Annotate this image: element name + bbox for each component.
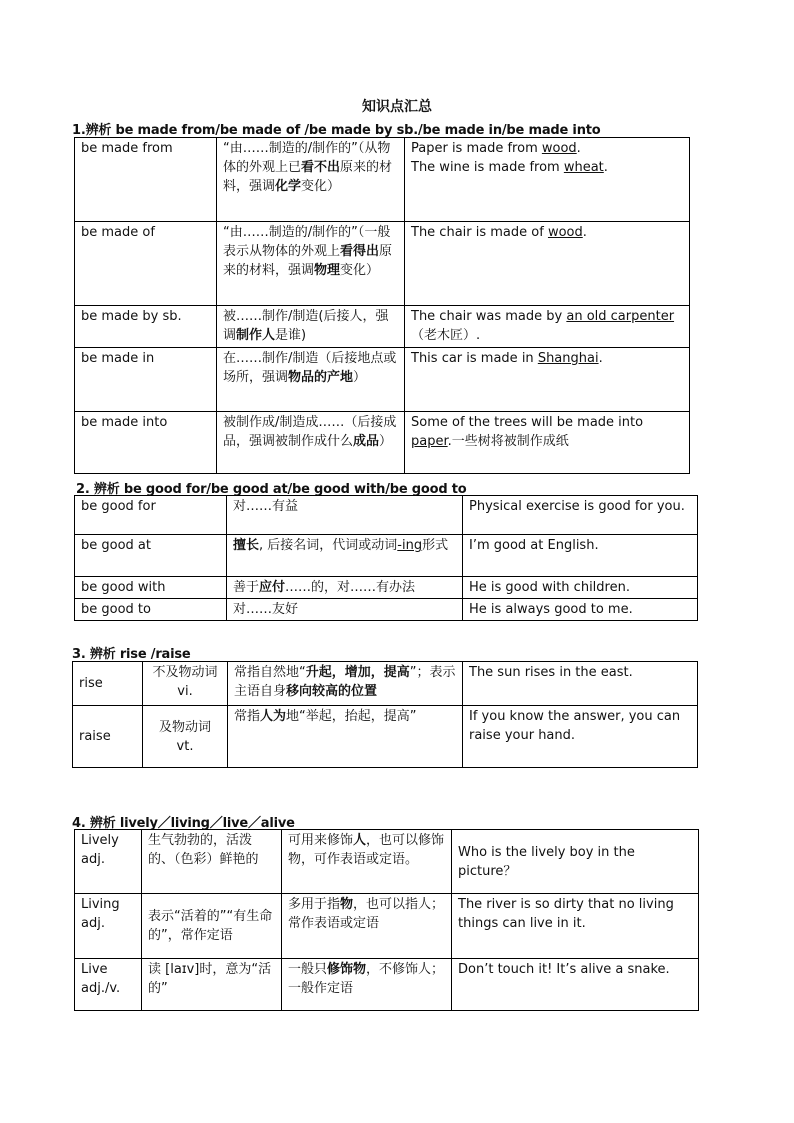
meaning-cell: 擅长, 后接名词，代词或动词-ing形式	[227, 535, 463, 577]
example-cell: He is always good to me.	[463, 599, 698, 621]
table-row	[75, 830, 699, 894]
meaning-cell: 在……制作/制造（后接地点或场所，强调物品的产地）	[217, 348, 405, 412]
term-cell: be made of	[75, 222, 217, 306]
term-cell: be good to	[75, 599, 227, 621]
meaning-cell: 生气勃勃的，活泼的、（色彩）鲜艳的	[142, 830, 282, 894]
section-3-heading: 3. 辨析 rise /raise	[72, 647, 191, 662]
term-cell: be good with	[75, 577, 227, 599]
meaning-cell: 善于应付……的，对……有办法	[227, 577, 463, 599]
term-cell: be good at	[75, 535, 227, 577]
table-be-made	[74, 137, 690, 474]
table-row	[75, 138, 690, 222]
pos-cell: 及物动词 vt.	[143, 706, 228, 768]
table-lively-living	[74, 829, 699, 1011]
term-cell: raise	[73, 706, 143, 768]
meaning-cell: 对……友好	[227, 599, 463, 621]
table-rise-raise	[72, 661, 698, 768]
example-cell: The sun rises in the east.	[463, 662, 698, 706]
table-row	[75, 959, 699, 1011]
example-cell: Who is the lively boy in the picture？	[452, 830, 699, 894]
section-4-heading: 4. 辨析 lively／living／live／alive	[72, 816, 295, 831]
example-cell: Paper is made from wood. The wine is made from wheat.	[405, 138, 690, 222]
section-1-heading: 1.辨析 be made from/be made of /be made by sb./be made in/be made into	[72, 123, 601, 138]
section-2-heading: 2. 辨析 be good for/be good at/be good with/be good to	[76, 482, 467, 497]
example-cell: I’m good at English.	[463, 535, 698, 577]
pos-cell: 不及物动词 vi.	[143, 662, 228, 706]
meaning-cell: 常指自然地“升起，增加，提高”；表示主语自身移向较高的位置	[228, 662, 463, 706]
term-cell: be made by sb.	[75, 306, 217, 348]
example-cell: If you know the answer, you can raise your hand.	[463, 706, 698, 768]
example-cell: The chair is made of wood.	[405, 222, 690, 306]
table-row	[75, 348, 690, 412]
usage-cell: 可用来修饰人，也可以修饰物，可作表语或定语。	[282, 830, 452, 894]
meaning-cell: 读 [laɪv]时，意为“活的”	[142, 959, 282, 1011]
page-title: 知识点汇总	[362, 99, 432, 115]
term-cell: rise	[73, 662, 143, 706]
table-row	[75, 496, 698, 535]
meaning-cell: 表示“活着的”“有生命的”，常作定语	[142, 894, 282, 959]
term-cell: be made from	[75, 138, 217, 222]
example-cell: Some of the trees will be made into paper.一些树将被制作成纸	[405, 412, 690, 474]
table-row	[75, 894, 699, 959]
table-row	[73, 706, 698, 768]
term-cell: be good for	[75, 496, 227, 535]
usage-cell: 多用于指物，也可以指人；常作表语或定语	[282, 894, 452, 959]
table-row	[75, 412, 690, 474]
meaning-cell: “由……制造的/制作的”（一般表示从物体的外观上看得出原来的材料，强调物理变化）	[217, 222, 405, 306]
example-cell: Don’t touch it! It’s alive a snake.	[452, 959, 699, 1011]
meaning-cell: 对……有益	[227, 496, 463, 535]
term-cell: Lively adj.	[75, 830, 142, 894]
table-row	[75, 306, 690, 348]
meaning-cell: 被……制作/制造(后接人，强调制作人是谁)	[217, 306, 405, 348]
term-cell: be made in	[75, 348, 217, 412]
table-row	[75, 535, 698, 577]
meaning-cell: “由……制造的/制作的”（从物体的外观上已看不出原来的材料，强调化学变化）	[217, 138, 405, 222]
table-row	[75, 577, 698, 599]
term-cell: Live adj./v.	[75, 959, 142, 1011]
meaning-cell: 常指人为地“举起，抬起，提高”	[228, 706, 463, 768]
table-row	[73, 662, 698, 706]
table-row	[75, 599, 698, 621]
table-be-good	[74, 495, 698, 621]
term-cell: Living adj.	[75, 894, 142, 959]
example-cell: This car is made in Shanghai.	[405, 348, 690, 412]
example-cell: The chair was made by an old carpenter （老木匠）.	[405, 306, 690, 348]
term-cell: be made into	[75, 412, 217, 474]
example-cell: He is good with children.	[463, 577, 698, 599]
meaning-cell: 被制作成/制造成……（后接成品，强调被制作成什么成品）	[217, 412, 405, 474]
usage-cell: 一般只修饰物，不修饰人；一般作定语	[282, 959, 452, 1011]
example-cell: Physical exercise is good for you.	[463, 496, 698, 535]
example-cell: The river is so dirty that no living things can live in it.	[452, 894, 699, 959]
table-row	[75, 222, 690, 306]
